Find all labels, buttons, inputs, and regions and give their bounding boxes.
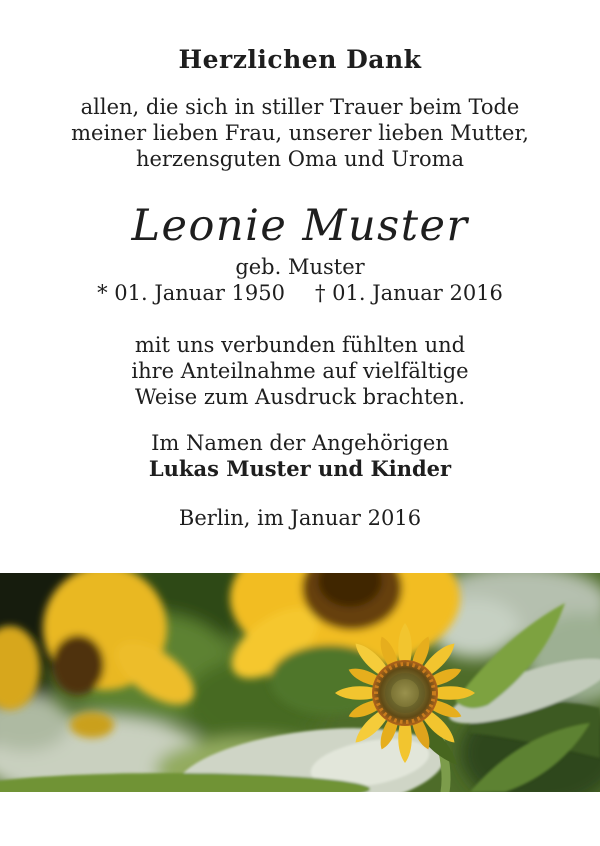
thanks-line-1: mit uns verbunden fühlten und (134, 333, 466, 357)
birth-date: * 01. Januar 1950 (97, 281, 285, 305)
sunflower-photo-svg (0, 573, 600, 792)
closing-paragraph (0, 430, 600, 482)
thanks-paragraph (0, 332, 600, 410)
deceased-name: Leonie Muster (131, 201, 469, 251)
intro-line-3: herzensguten Oma und Uroma (135, 147, 465, 171)
family-signature: Lukas Muster und Kinder (148, 456, 452, 481)
on-behalf-line: Im Namen der Angehörigen (151, 431, 449, 455)
place-and-date: Berlin, im Januar 2016 (178, 506, 422, 530)
sunflower-disc (372, 660, 438, 726)
intro-paragraph (0, 94, 600, 172)
intro-line-1: allen, die sich in stiller Trauer beim Tode (80, 95, 520, 119)
maiden-name: geb. Muster (235, 255, 365, 279)
card-title: Herzlichen Dank (178, 45, 422, 74)
thanks-line-3: Weise zum Ausdruck brachten. (134, 385, 466, 409)
sunflower-photo (0, 573, 600, 792)
thanks-line-2: ihre Anteilnahme auf vielfältige (131, 359, 469, 383)
life-dates (0, 280, 600, 306)
death-date: † 01. Januar 2016 (315, 281, 503, 305)
intro-line-2: meiner lieben Frau, unserer lieben Mutter, (71, 121, 529, 145)
